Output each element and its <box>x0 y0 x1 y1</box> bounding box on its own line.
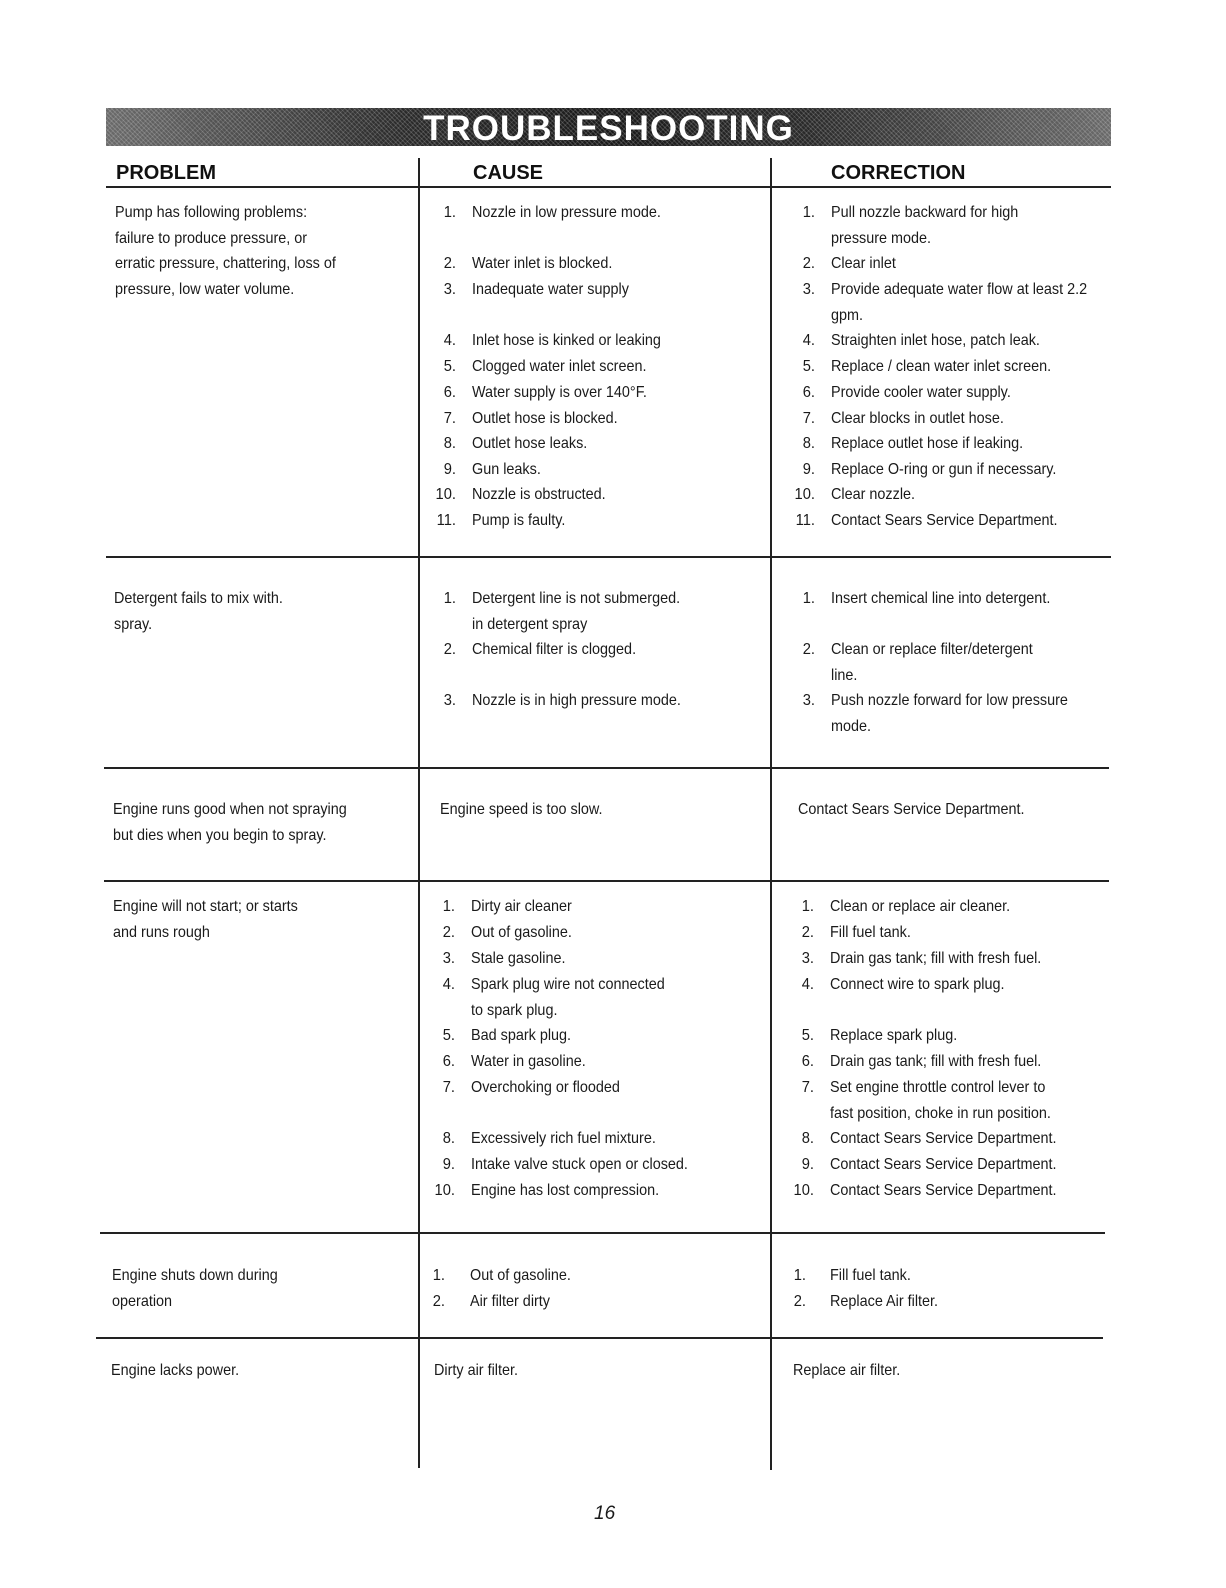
correction-text: Contact Sears Service Department. <box>798 801 1025 818</box>
correction-number: 3. <box>802 692 815 709</box>
cause-number: 7. <box>443 410 456 427</box>
correction-text: Pull nozzle backward for high pressure mode. <box>831 204 1019 247</box>
correction-text: Clear nozzle. <box>831 486 916 503</box>
cause-text: Spark plug wire not connected to spark plug. <box>471 976 665 1019</box>
cause-number: 6. <box>442 1053 455 1070</box>
correction-number: 9. <box>801 1156 814 1173</box>
cause-text: Nozzle is obstructed. <box>472 486 606 503</box>
cause-text: Pump is faulty. <box>472 512 566 529</box>
cause-text: Chemical filter is clogged. <box>472 641 637 658</box>
cause-number: 2. <box>432 1293 445 1310</box>
correction-text: Replace Air filter. <box>830 1293 939 1310</box>
correction-text: Provide cooler water supply. <box>831 384 1011 401</box>
cause-text: Excessively rich fuel mixture. <box>471 1130 656 1147</box>
correction-text: Contact Sears Service Department. <box>830 1156 1057 1173</box>
page-title: TROUBLESHOOTING <box>423 109 794 148</box>
correction-number: 8. <box>802 435 815 452</box>
cause-number: 7. <box>442 1079 455 1096</box>
problem-text: Engine shuts down during operation <box>112 1267 278 1310</box>
correction-text: Contact Sears Service Department. <box>830 1182 1057 1199</box>
correction-number: 7. <box>801 1079 814 1096</box>
correction-number: 4. <box>802 332 815 349</box>
correction-text: Contact Sears Service Department. <box>830 1130 1057 1147</box>
cause-number: 1. <box>443 204 456 221</box>
cause-number: 11. <box>436 512 456 529</box>
cause-text: Bad spark plug. <box>471 1027 572 1044</box>
cause-number: 5. <box>443 358 456 375</box>
cause-number: 8. <box>443 435 456 452</box>
correction-text: Insert chemical line into detergent. <box>831 590 1051 607</box>
cause-number: 4. <box>442 976 455 993</box>
correction-number: 10. <box>793 1182 814 1199</box>
correction-number: 3. <box>802 281 815 298</box>
correction-number: 8. <box>801 1130 814 1147</box>
correction-number: 5. <box>801 1027 814 1044</box>
cause-text: Outlet hose leaks. <box>472 435 588 452</box>
correction-text: Provide adequate water flow at least 2.2 gpm. <box>831 281 1088 324</box>
page-number: 16 <box>594 1503 616 1524</box>
correction-number: 10. <box>794 486 815 503</box>
correction-text: Replace spark plug. <box>830 1027 958 1044</box>
header-divider <box>106 186 1111 188</box>
correction-number: 2. <box>802 641 815 658</box>
correction-number: 11. <box>795 512 815 529</box>
cause-text: Inadequate water supply <box>472 281 629 298</box>
cause-text: Water supply is over 140°F. <box>472 384 647 401</box>
correction-text: Contact Sears Service Department. <box>831 512 1058 529</box>
problem-text: Engine lacks power. <box>111 1362 240 1379</box>
cause-number: 1. <box>432 1267 445 1284</box>
correction-number: 1. <box>802 204 815 221</box>
correction-number: 2. <box>801 924 814 941</box>
cause-number: 3. <box>443 281 456 298</box>
correction-text: Push nozzle forward for low pressure mode. <box>831 692 1068 735</box>
correction-number: 7. <box>802 410 815 427</box>
cause-text: Out of gasoline. <box>470 1267 571 1284</box>
correction-text: Fill fuel tank. <box>830 924 911 941</box>
correction-number: 1. <box>802 590 815 607</box>
cause-text: Detergent line is not submerged. in detergent spray <box>472 590 681 633</box>
correction-number: 2. <box>793 1293 806 1310</box>
correction-text: Replace O-ring or gun if necessary. <box>831 461 1057 478</box>
cause-text: Water inlet is blocked. <box>472 255 613 272</box>
cause-number: 2. <box>443 255 456 272</box>
problem-text: Engine runs good when not spraying but dies when you begin to spray. <box>113 801 347 844</box>
cause-number: 9. <box>443 461 456 478</box>
cause-text: Out of gasoline. <box>471 924 572 941</box>
correction-text: Connect wire to spark plug. <box>830 976 1005 993</box>
problem-text: Engine will not start; or starts and runs rough <box>113 898 298 941</box>
cause-number: 10. <box>434 1182 455 1199</box>
cause-text: Engine speed is too slow. <box>440 801 603 818</box>
cause-text: Nozzle is in high pressure mode. <box>472 692 681 709</box>
correction-text: Clean or replace filter/detergent line. <box>831 641 1033 684</box>
correction-text: Set engine throttle control lever to fast position, choke in run position. <box>830 1079 1051 1122</box>
cause-text: Inlet hose is kinked or leaking <box>472 332 661 349</box>
correction-number: 2. <box>802 255 815 272</box>
cause-text: Gun leaks. <box>472 461 541 478</box>
correction-number: 9. <box>802 461 815 478</box>
cause-text: Dirty air filter. <box>434 1362 519 1379</box>
header-cause: CAUSE <box>473 162 544 184</box>
problem-text: Detergent fails to mix with. spray. <box>114 590 283 633</box>
row-divider <box>106 556 1111 558</box>
correction-number: 6. <box>801 1053 814 1070</box>
cause-number: 1. <box>442 898 455 915</box>
correction-number: 1. <box>793 1267 806 1284</box>
cause-number: 10. <box>435 486 456 503</box>
row-divider <box>104 880 1109 882</box>
correction-text: Fill fuel tank. <box>830 1267 911 1284</box>
correction-number: 4. <box>801 976 814 993</box>
correction-text: Replace outlet hose if leaking. <box>831 435 1024 452</box>
correction-text: Clean or replace air cleaner. <box>830 898 1011 915</box>
cause-number: 1. <box>443 590 456 607</box>
cause-number: 8. <box>442 1130 455 1147</box>
correction-text: Drain gas tank; fill with fresh fuel. <box>830 1053 1042 1070</box>
cause-text: Air filter dirty <box>470 1293 551 1310</box>
cause-text: Stale gasoline. <box>471 950 566 967</box>
correction-number: 6. <box>802 384 815 401</box>
problem-text: Pump has following problems: failure to produce pressure, or erratic pressure, chattering, loss of pressure, low water volume. <box>115 204 336 299</box>
cause-number: 6. <box>443 384 456 401</box>
correction-text: Replace air filter. <box>793 1362 901 1379</box>
cause-text: Dirty air cleaner <box>471 898 572 915</box>
column-divider-right <box>770 158 772 1470</box>
cause-number: 5. <box>442 1027 455 1044</box>
correction-text: Straighten inlet hose, patch leak. <box>831 332 1040 349</box>
cause-number: 2. <box>443 641 456 658</box>
cause-text: Intake valve stuck open or closed. <box>471 1156 688 1173</box>
column-divider-left <box>418 158 420 1468</box>
title-bar <box>106 108 1111 146</box>
cause-text: Water in gasoline. <box>471 1053 586 1070</box>
correction-number: 3. <box>801 950 814 967</box>
cause-text: Clogged water inlet screen. <box>472 358 647 375</box>
correction-number: 1. <box>801 898 814 915</box>
cause-text: Outlet hose is blocked. <box>472 410 618 427</box>
cause-number: 3. <box>443 692 456 709</box>
header-correction: CORRECTION <box>831 162 966 184</box>
cause-text: Engine has lost compression. <box>471 1182 660 1199</box>
cause-number: 3. <box>442 950 455 967</box>
row-divider <box>104 767 1109 769</box>
cause-number: 4. <box>443 332 456 349</box>
correction-text: Clear blocks in outlet hose. <box>831 410 1004 427</box>
header-problem: PROBLEM <box>116 162 216 184</box>
correction-number: 5. <box>802 358 815 375</box>
cause-number: 2. <box>442 924 455 941</box>
cause-text: Overchoking or flooded <box>471 1079 620 1096</box>
cause-number: 9. <box>442 1156 455 1173</box>
correction-text: Drain gas tank; fill with fresh fuel. <box>830 950 1042 967</box>
row-divider <box>100 1232 1105 1234</box>
correction-text: Replace / clean water inlet screen. <box>831 358 1052 375</box>
row-divider <box>96 1337 1103 1339</box>
cause-text: Nozzle in low pressure mode. <box>472 204 661 221</box>
correction-text: Clear inlet <box>831 255 896 272</box>
